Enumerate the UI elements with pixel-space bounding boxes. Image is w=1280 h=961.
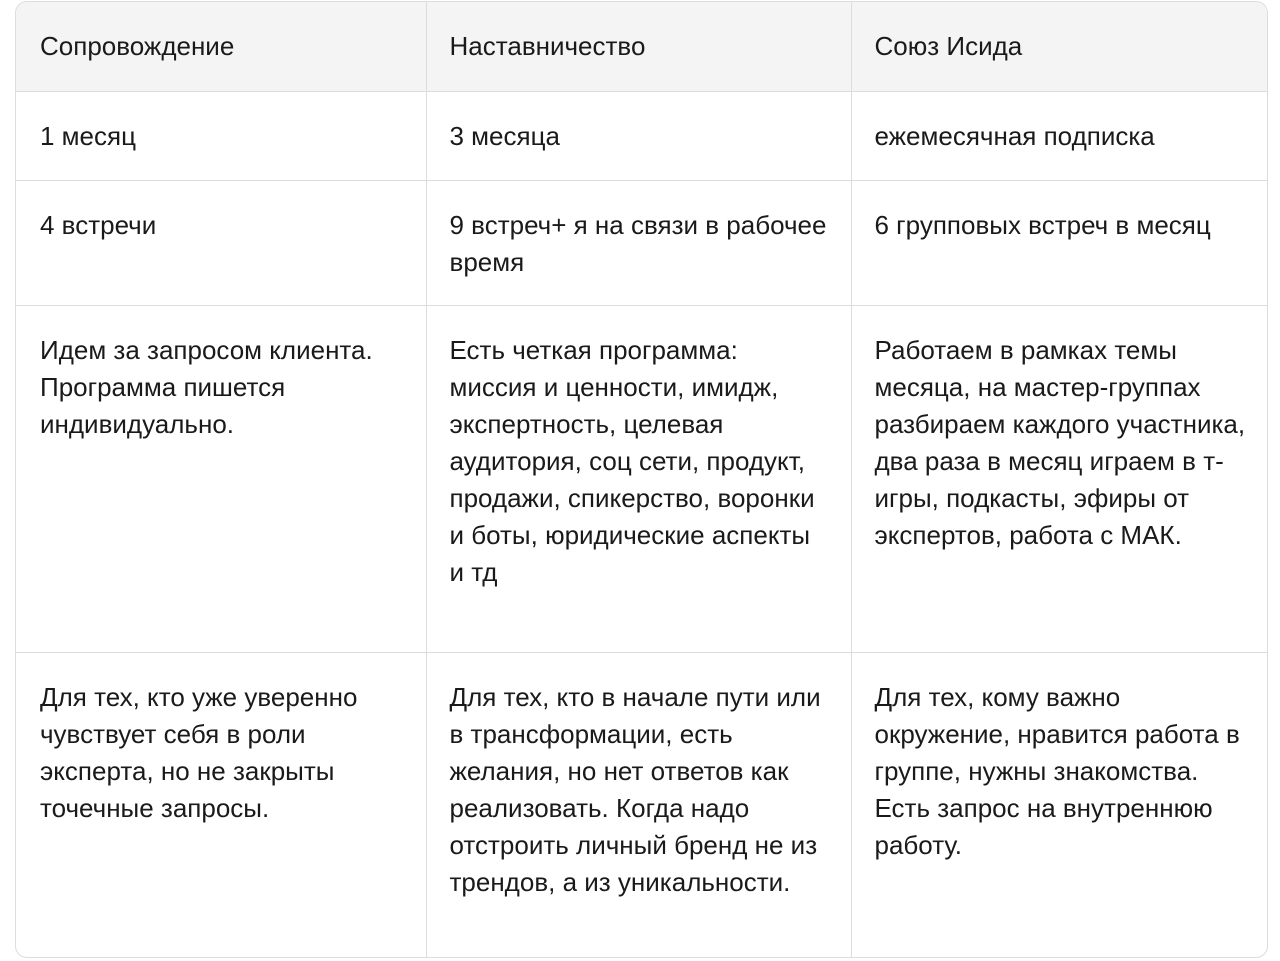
table-cell: Для тех, кому важно окружение, нравится работа в группе, нужны знакомства. Есть запрос на внутреннюю работу. — [874, 681, 1240, 860]
table-row-meetings — [16, 180, 1267, 305]
table-row-audience — [16, 652, 1267, 957]
table-cell: 1 месяц — [16, 91, 426, 180]
header-cell-mentoring: Наставничество — [426, 2, 851, 91]
header-row — [16, 2, 1267, 91]
comparison-table-grid — [16, 2, 1267, 957]
table-cell: 6 групповых встреч в месяц — [851, 180, 1267, 305]
table-cell: 4 встречи — [16, 180, 426, 305]
table-row-duration — [16, 91, 1267, 180]
table-cell: Идем за запросом клиента. Программа пишется индивидуально. — [16, 305, 426, 652]
comparison-table — [15, 1, 1268, 958]
table-cell: Для тех, кто в начале пути или в трансформации, есть желания, но нет ответов как реализовать. Когда надо отстроить личный бренд не из трендов, а из уникальности. — [426, 652, 851, 957]
header-cell-support: Сопровождение — [16, 2, 426, 91]
table-cell: Есть четкая программа: миссия и ценности, имидж, экспертность, целевая аудитория, соц сети, продукт, продажи, спикерство, воронки и боты, юридические аспекты и тд — [426, 305, 851, 652]
table-row-program — [16, 305, 1267, 652]
table-cell: ежемесячная подписка — [851, 91, 1267, 180]
header-cell-isida-union: Союз Исида — [851, 2, 1267, 91]
table-cell: Для тех, кто уже уверенно чувствует себя в роли эксперта, но не закрыты точечные запросы. — [16, 652, 426, 957]
table-cell: 3 месяца — [426, 91, 851, 180]
table-cell: Работаем в рамках темы месяца, на мастер-группах разбираем каждого участника, два раза в месяц играем в т-игры, подкасты, эфиры от экспертов, работа с МАК. — [851, 305, 1267, 652]
table-cell: 9 встреч+ я на связи в рабочее время — [426, 180, 851, 305]
